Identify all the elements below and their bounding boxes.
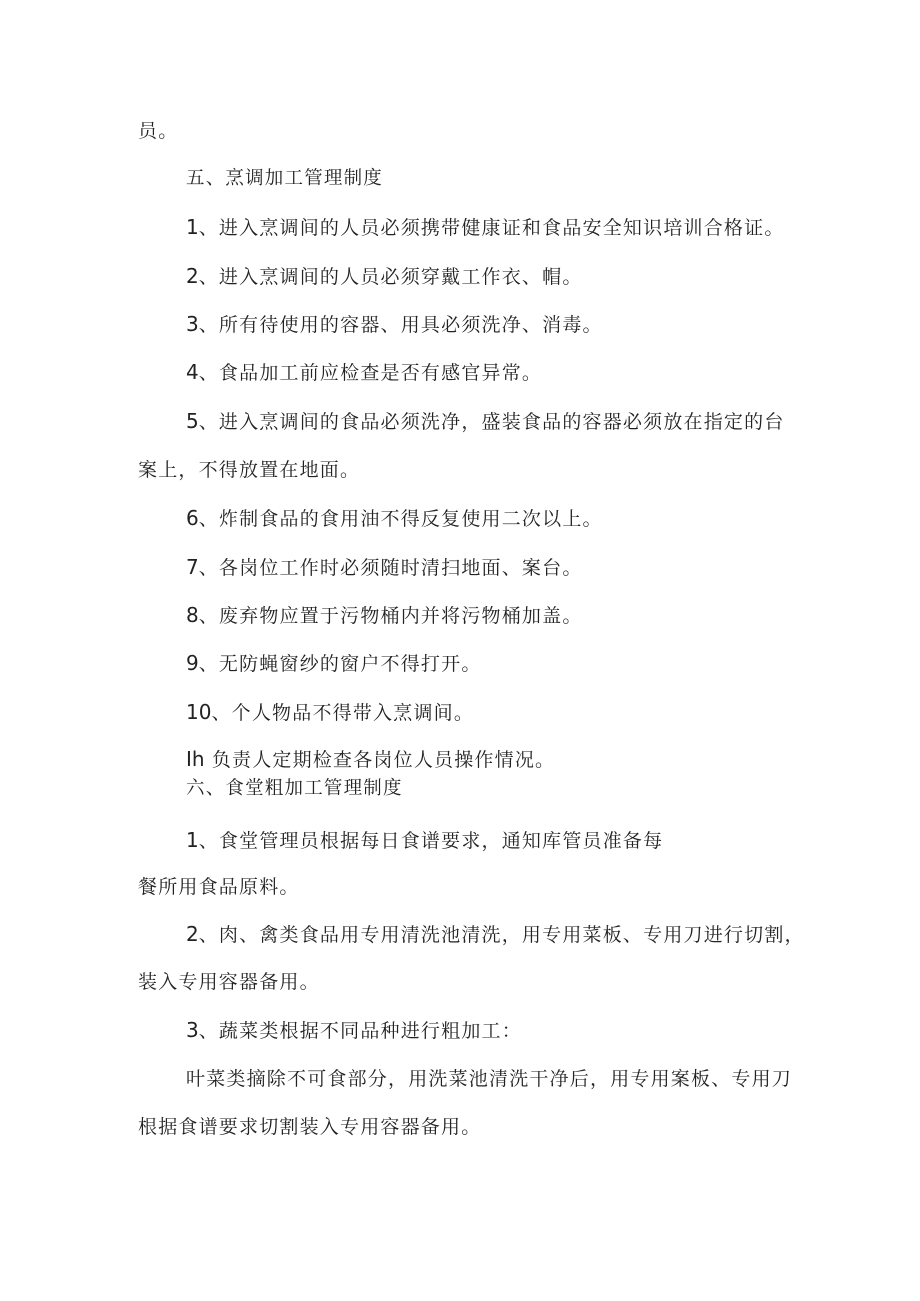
item-number: 8 xyxy=(186,603,199,627)
list-item xyxy=(186,700,474,725)
item-continuation: 餐所用食品原料。 xyxy=(138,876,300,898)
item-number: 3 xyxy=(186,1018,199,1042)
item-text: 、进入烹调间的人员必须穿戴工作衣、帽。 xyxy=(198,266,583,288)
item-number: 3 xyxy=(186,312,199,336)
item-number: 9 xyxy=(186,651,199,675)
item-number: 6 xyxy=(186,506,199,530)
continuation-text: 员。 xyxy=(138,120,179,142)
item-text: 、食品加工前应检查是否有感官异常。 xyxy=(198,362,543,384)
list-item xyxy=(186,215,785,240)
item-number: 2 xyxy=(186,922,199,946)
list-item xyxy=(186,264,583,289)
list-item xyxy=(186,747,555,772)
list-item xyxy=(186,828,663,853)
item-number: 7 xyxy=(186,555,199,579)
list-item xyxy=(186,409,785,434)
item-continuation: 装入专用容器备用。 xyxy=(138,971,320,993)
item-text: 、个人物品不得带入烹调间。 xyxy=(211,702,475,724)
item-text: 、进入烹调间的人员必须携带健康证和食品安全知识培训合格证。 xyxy=(198,217,785,239)
item-text: 、食堂管理员根据每日食谱要求，通知库管员准备每 xyxy=(198,830,664,852)
item-text: 、肉、禽类食品用专用清洗池清洗，用专用菜板、专用刀进行切割， xyxy=(198,924,805,946)
list-item xyxy=(186,651,482,676)
item-text: 、各岗位工作时必须随时清扫地面、案台。 xyxy=(198,557,583,579)
section-heading-5: 五、烹调加工管理制度 xyxy=(186,168,384,189)
item-number: 5 xyxy=(186,409,199,433)
item-text: 、蔬菜类根据不同品种进行粗加工： xyxy=(198,1020,522,1042)
paragraph: 叶菜类摘除不可食部分，用洗菜池清洗干净后，用专用案板、专用刀 xyxy=(186,1068,793,1090)
list-item xyxy=(186,603,583,628)
list-item xyxy=(186,360,542,385)
list-item xyxy=(186,506,603,531)
item-text: 、无防蝇窗纱的窗户不得打开。 xyxy=(198,653,482,675)
item-number: 10 xyxy=(186,700,212,724)
item-number: 2 xyxy=(186,264,199,288)
item-text: 负责人定期检查各岗位人员操作情况。 xyxy=(204,749,556,771)
item-number: 4 xyxy=(186,360,199,384)
item-text: 、进入烹调间的食品必须洗净，盛装食品的容器必须放在指定的台 xyxy=(198,411,785,433)
item-continuation: 案上，不得放置在地面。 xyxy=(138,459,361,481)
list-item xyxy=(186,312,603,337)
item-text: 、所有待使用的容器、用具必须洗净、消毒。 xyxy=(198,314,603,336)
item-text: 、废弃物应置于污物桶内并将污物桶加盖。 xyxy=(198,605,583,627)
section-heading-6: 六、食堂粗加工管理制度 xyxy=(186,778,403,799)
item-text: 、炸制食品的食用油不得反复使用二次以上。 xyxy=(198,508,603,530)
item-number: 1 xyxy=(186,215,199,239)
item-number: Ih xyxy=(186,747,205,771)
list-item xyxy=(186,1018,522,1043)
paragraph-continuation: 根据食谱要求切割装入专用容器备用。 xyxy=(138,1116,482,1138)
list-item xyxy=(186,555,583,580)
list-item xyxy=(186,922,805,947)
item-number: 1 xyxy=(186,828,199,852)
